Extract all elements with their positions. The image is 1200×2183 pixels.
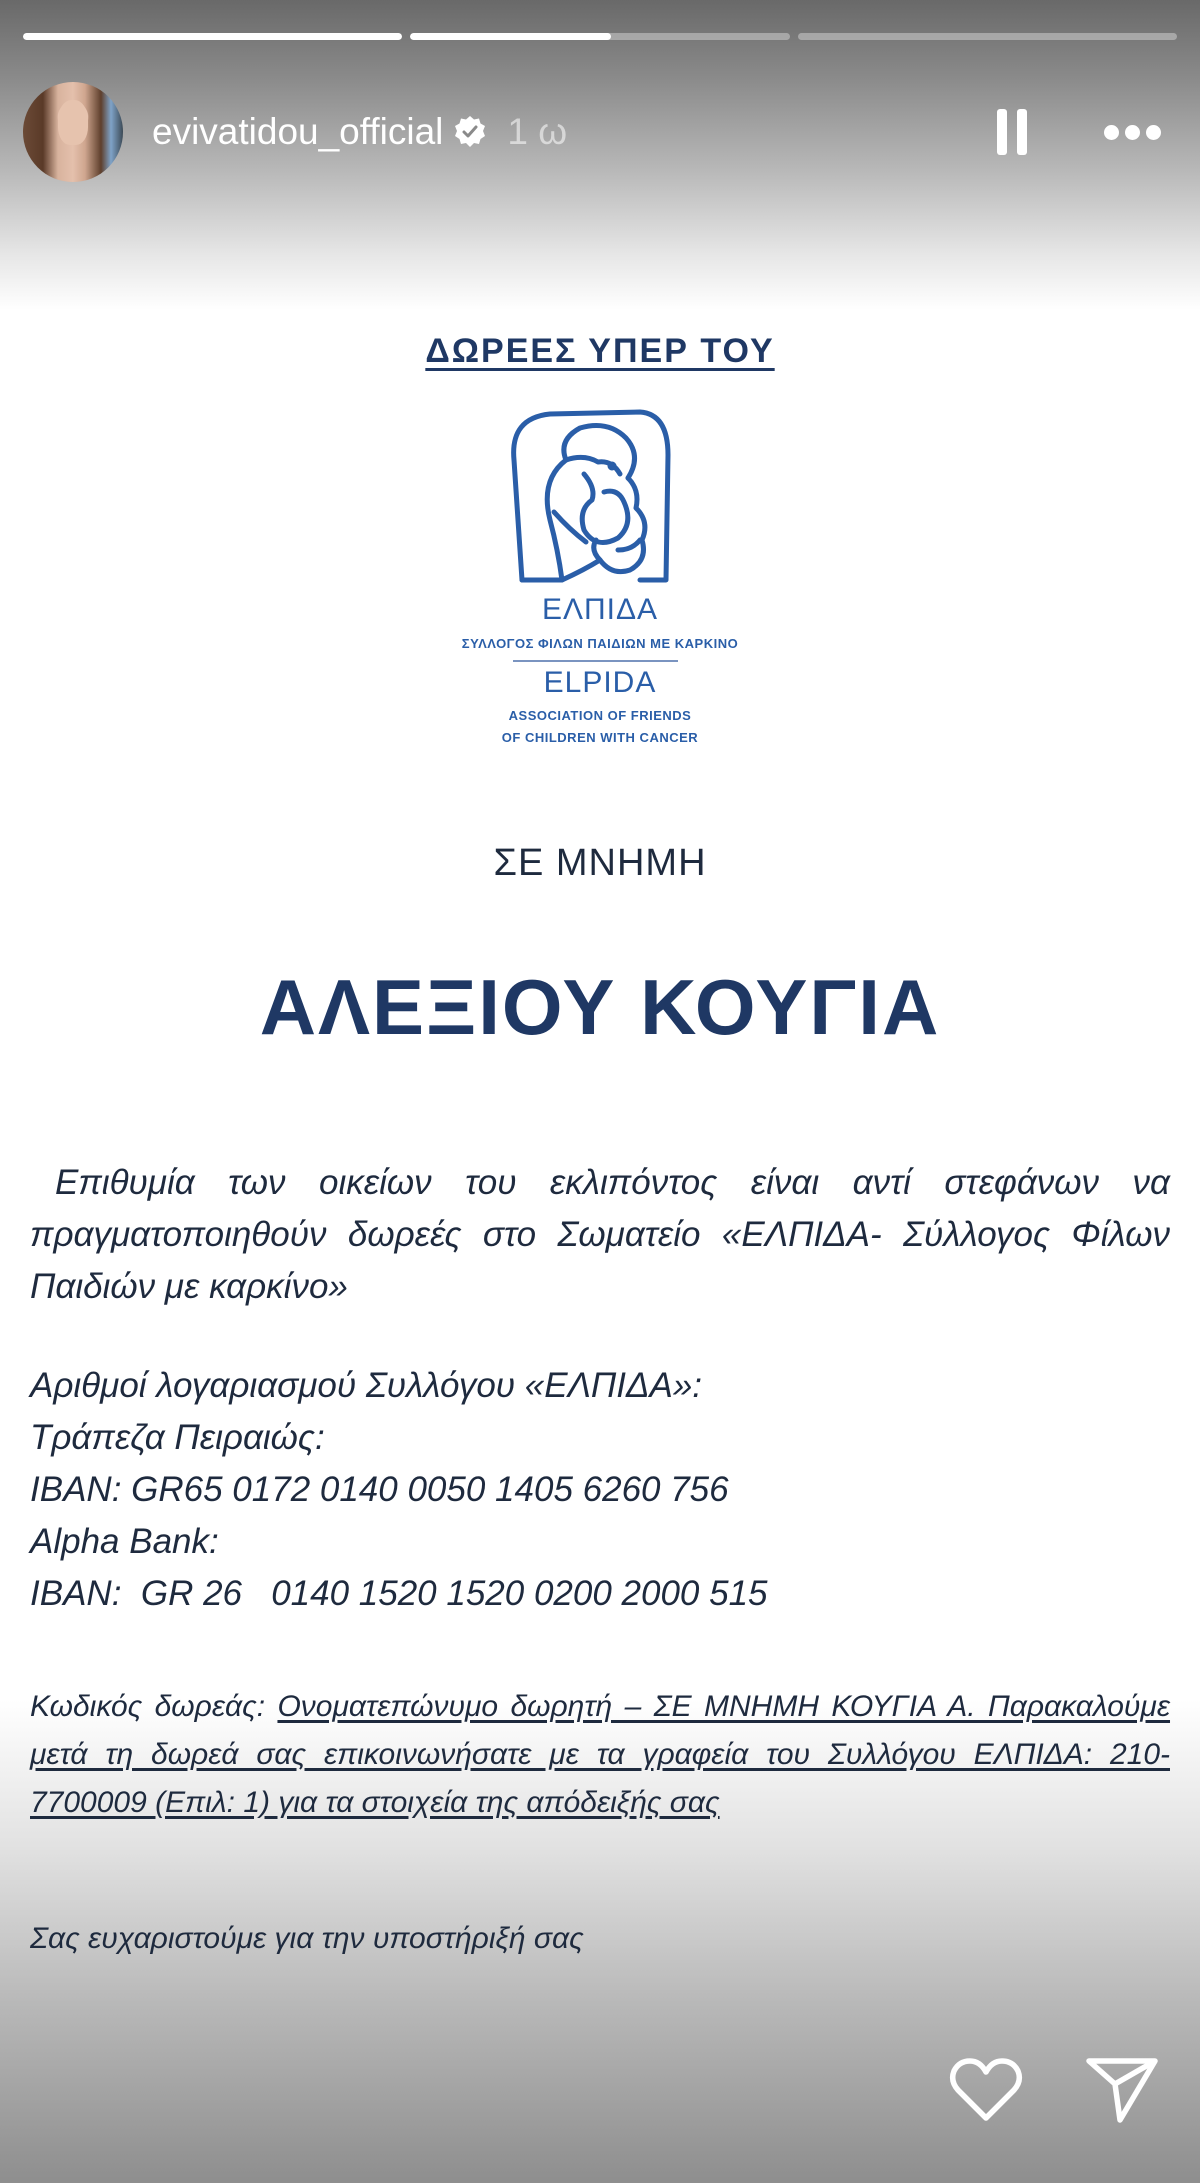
logo-english-subtitle-1: ASSOCIATION OF FRIENDS <box>508 708 692 723</box>
username-link[interactable]: evivatidou_official <box>152 111 444 152</box>
bank1-iban: IBAN: GR65 0172 0140 0050 1405 6260 756 <box>30 1470 729 1509</box>
accounts-title: Αριθμοί λογαριασμού Συλλόγου «ΕΛΠΙΔΑ»: <box>30 1366 703 1405</box>
logo-divider <box>513 660 678 662</box>
deceased-name: ΑΛΕΞΙΟΥ ΚΟΥΓΙΑ <box>259 963 941 1051</box>
story-footer <box>948 2055 1160 2125</box>
pause-icon <box>997 109 1007 155</box>
logo-greek-subtitle: ΣΥΛΛΟΓΟΣ ΦΙΛΩΝ ΠΑΙΔΙΩΝ ΜΕ ΚΑΡΚΙΝΟ <box>461 636 739 651</box>
donation-code-text: Ονοματεπώνυμο δωρητή – ΣΕ ΜΝΗΜΗ ΚΟΥΓΙΑ Α. Παρακαλούμε μετά τη δωρεά σας επικοινωνήσατε με τα γραφεία του Συλλόγου ΕΛΠΙΔΑ: 210-7700009 (Επιλ: 1) για τα στοιχεία της απόδειξής σας <box>30 1690 1171 1819</box>
bank2-name: Alpha Bank: <box>30 1522 219 1561</box>
more-options-button[interactable] <box>1097 112 1167 152</box>
progress-segment-1 <box>23 33 402 40</box>
donation-code-label: Κωδικός δωρεάς: <box>30 1690 278 1723</box>
donation-intro-paragraph: Επιθυμία των οικείων του εκλιπόντος είναι αντί στεφάνων να πραγματοποιηθούν δωρεές στο Σωματείο «ΕΛΠΙΔΑ- Σύλλογος Φίλων Παιδιών με καρκίνο» <box>30 1163 1170 1306</box>
verified-badge-icon <box>453 115 487 149</box>
heart-outline-icon <box>948 2057 1024 2123</box>
logo-english-subtitle-2: OF CHILDREN WITH CANCER <box>501 730 699 745</box>
story-progress-bar <box>23 33 1177 40</box>
donation-code-paragraph <box>30 1683 1170 1827</box>
logo-greek-name: ΕΛΠΙΔΑ <box>541 593 659 626</box>
share-button[interactable] <box>1084 2055 1160 2125</box>
story-time-ago: 1 ω <box>507 111 568 152</box>
logo-english-name: ELPIDA <box>543 666 657 699</box>
send-paper-plane-icon <box>1086 2057 1158 2123</box>
avatar[interactable] <box>23 82 123 182</box>
progress-segment-2 <box>410 33 789 40</box>
elpida-logo-icon <box>500 400 680 588</box>
progress-segment-3 <box>798 33 1177 40</box>
story-header <box>23 80 1177 184</box>
more-dot-icon <box>1146 125 1161 140</box>
in-memory-label: ΣΕ ΜΝΗΜΗ <box>493 842 707 884</box>
more-dot-icon <box>1104 125 1119 140</box>
document-heading: ΔΩΡΕΕΣ ΥΠΕΡ ΤΟΥ <box>425 332 775 370</box>
pause-button[interactable] <box>987 102 1037 162</box>
more-dot-icon <box>1125 125 1140 140</box>
bank-accounts-block <box>30 1360 1170 1620</box>
bank2-iban: IBAN: GR 26 0140 1520 1520 0200 2000 515 <box>30 1574 768 1613</box>
like-button[interactable] <box>948 2055 1024 2125</box>
bank1-name: Τράπεζα Πειραιώς: <box>30 1418 325 1457</box>
thanks-text: Σας ευχαριστούμε για την υποστήριξή σας <box>30 1922 584 1955</box>
pause-icon-bar <box>1017 109 1027 155</box>
